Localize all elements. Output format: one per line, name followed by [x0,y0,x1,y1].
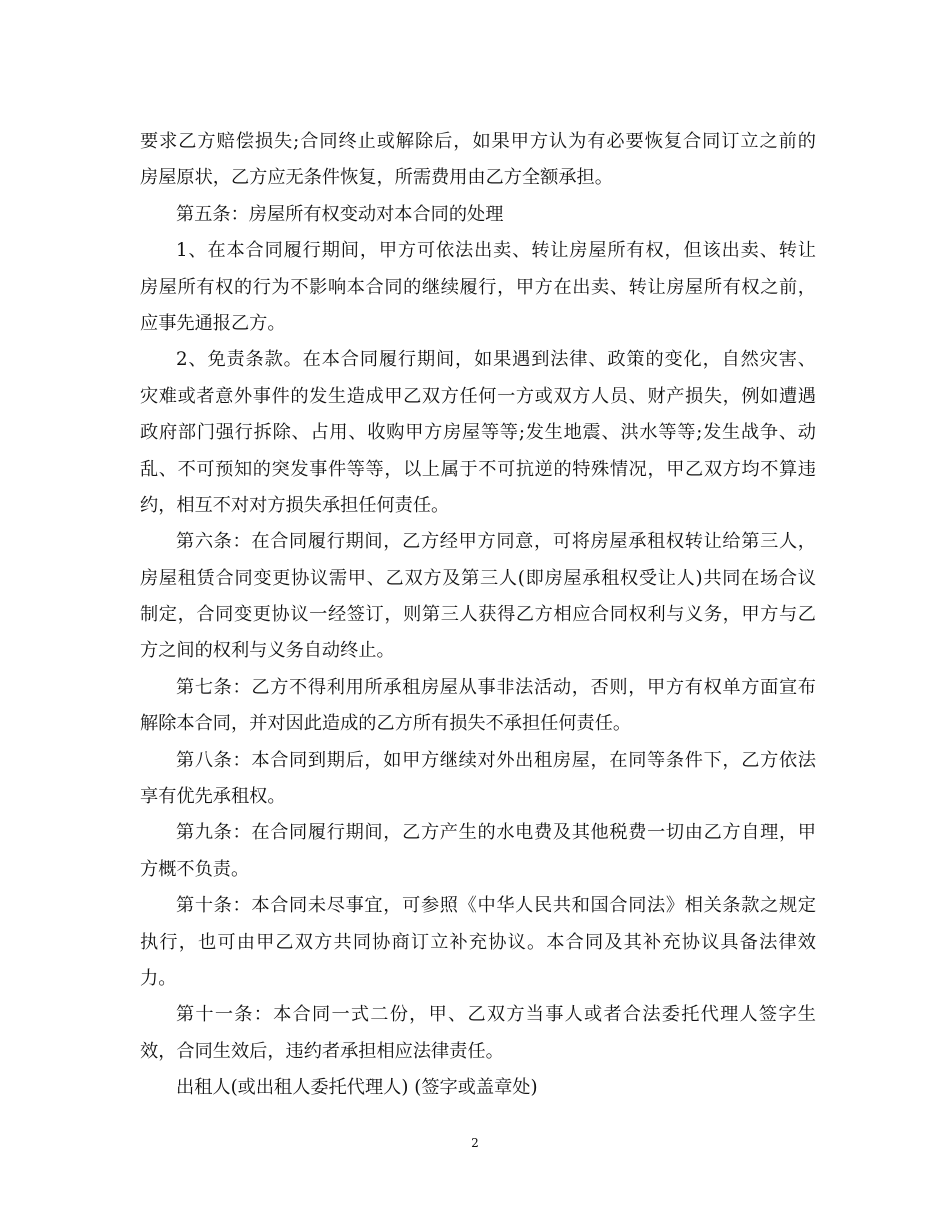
contract-body [140,124,816,1107]
text-line: 2、免责条款。在本合同履行期间，如果遇到法律、政策的变化，自然灾害、 [176,349,816,371]
text-line: 第九条：在合同履行期间，乙方产生的水电费及其他税费一切由乙方自理，甲 [176,822,816,844]
text-line: 乱、不可预知的突发事件等等，以上属于不可抗逆的特殊情况，甲乙双方均不算违 [140,458,816,480]
text-line: 解除本合同，并对因此造成的乙方所有损失不承担任何责任。 [140,713,632,735]
text-line: 第八条：本合同到期后，如甲方继续对外出租房屋，在同等条件下，乙方依法 [176,749,816,771]
text-line: 房屋所有权的行为不影响本合同的继续履行，甲方在出卖、转让房屋所有权之前， [140,276,816,298]
text-line: 制定，合同变更协议一经签订，则第三人获得乙方相应合同权利与义务，甲方与乙 [140,604,816,626]
text-line: 方概不负责。 [140,858,250,880]
section-heading: 第五条：房屋所有权变动对本合同的处理 [176,203,504,225]
page-number: 2 [471,1136,479,1150]
text-line: 应事先通报乙方。 [140,312,286,334]
text-line: 第六条：在合同履行期间，乙方经甲方同意，可将房屋承租权转让给第三人， [176,531,816,553]
text-line: 力。 [140,967,177,989]
text-line: 方之间的权利与义务自动终止。 [140,640,395,662]
text-line: 房屋原状，乙方应无条件恢复，所需费用由乙方全额承担。 [140,167,613,189]
text-line: 要求乙方赔偿损失;合同终止或解除后，如果甲方认为有必要恢复合同订立之前的 [140,131,816,152]
text-line: 1、在本合同履行期间，甲方可依法出卖、转让房屋所有权，但该出卖、转让 [176,240,816,262]
signature-label: 出租人(或出租人委托代理人) (签字或盖章处) [176,1077,538,1099]
text-line: 约，相互不对对方损失承担任何责任。 [140,494,450,516]
text-line: 第十条：本合同未尽事宜，可参照《中华人民共和国合同法》相关条款之规定 [176,895,816,917]
text-line: 享有优先承租权。 [140,786,286,808]
text-line: 灾难或者意外事件的发生造成甲乙双方任何一方或双方人员、财产损失，例如遭遇 [140,385,816,407]
text-line: 房屋租赁合同变更协议需甲、乙双方及第三人(即房屋承租权受让人)共同在场合议 [140,567,816,589]
text-line: 效，合同生效后，违约者承担相应法律责任。 [140,1040,504,1062]
text-line: 第七条：乙方不得利用所承租房屋从事非法活动，否则，甲方有权单方面宣布 [176,676,816,698]
text-line: 第十一条：本合同一式二份，甲、乙双方当事人或者合法委托代理人签字生 [176,1004,816,1026]
text-line: 政府部门强行拆除、占用、收购甲方房屋等等;发生地震、洪水等等;发生战争、动 [140,422,816,444]
text-line: 执行，也可由甲乙双方共同协商订立补充协议。本合同及其补充协议具备法律效 [140,931,816,953]
